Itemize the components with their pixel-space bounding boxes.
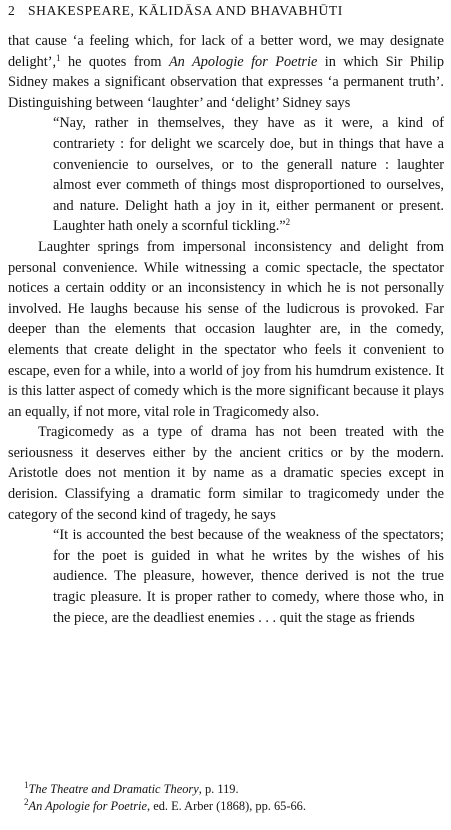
block-quote-1 [53, 113, 444, 237]
block-quote-1-text: “Nay, rather in themselves, they have as it were, a kind of contrariety : for delight we scarcely doe, but in things that have a conveniencie to ourselves, or to the generall nature : laughter almost ever commeth of things most disproportioned to ourselves, and nature. Delight hath a joy in it, either permanent or present. Laughter hath onely a scornful tickling.” [53, 115, 444, 235]
footnote-ref-1: 1 [56, 52, 61, 63]
paragraph-1 [8, 31, 444, 113]
footnote-1-title: The Theatre and Dramatic Theory [28, 782, 199, 796]
page-number: 2 [8, 3, 16, 18]
footnote-2-title: An Apologie for Poetrie [28, 799, 147, 813]
running-title: SHAKESPEARE, KĀLIDĀSA AND BHAVABHŪTI [28, 3, 343, 18]
paragraph-1-text-b: he quotes from [60, 53, 169, 70]
block-quote-2: “It is accounted the best because of the weakness of the spectators; for the poet is guided in what he writes by the wishes of his audience. The pleasure, however, thence derived is not the true tragic pleasure. It is proper rather to comedy, where those who, in the piece, are the deadliest enemies . . . quit the stage as friends [53, 527, 444, 626]
paragraph-1-text-a: that cause ‘a feeling which, for lack of a better word, we may designate delight’, [8, 33, 444, 70]
footnote-1-mark: 1 [24, 780, 29, 790]
running-header [8, 3, 444, 31]
body-text [8, 31, 444, 628]
book-title-apologie: An Apologie for Poetrie [168, 53, 318, 70]
paragraph-2: Laughter springs from impersonal inconsistency and delight from personal convenience. While witnessing a comic spectacle, the spectator notices a certain oddity or an inconsistency in which he is not personally involved. He laughs because his sense of the ludicrous is provoked. Far deeper than the elements that occasion laughter are, in the comedy, elements that create delight in the spectator who feels it convenient to escape, even for a while, into a world of joy from his humdrum existence. It is this latter aspect of comedy which is the more significant because it plays an equally, if not more, vital role in Tragicomedy also. [8, 238, 444, 420]
footnotes [24, 781, 444, 815]
footnote-2 [24, 798, 444, 815]
footnote-1-rest: , p. 119. [198, 782, 239, 796]
footnote-ref-2: 2 [285, 217, 291, 228]
footnote-2-mark: 2 [24, 797, 29, 807]
paragraph-3: Tragicomedy as a type of drama has not been treated with the seriousness it deserves either by the ancient critics or by the modern. Aristotle does not mention it by name as a dramatic species except in derision. Classifying a dramatic form similar to tragicomedy under the category of the second kind of tragedy, he says [8, 424, 444, 523]
paragraph-1-text-c: in which Sir Philip Sidney makes a significant observation that expresses ‘a permanent truth’. Distinguishing between ‘laughter’ and ‘delight’ Sidney says [8, 53, 444, 111]
footnote-1 [24, 781, 444, 798]
footnote-2-rest: , ed. E. Arber (1868), pp. 65-66. [147, 799, 306, 813]
